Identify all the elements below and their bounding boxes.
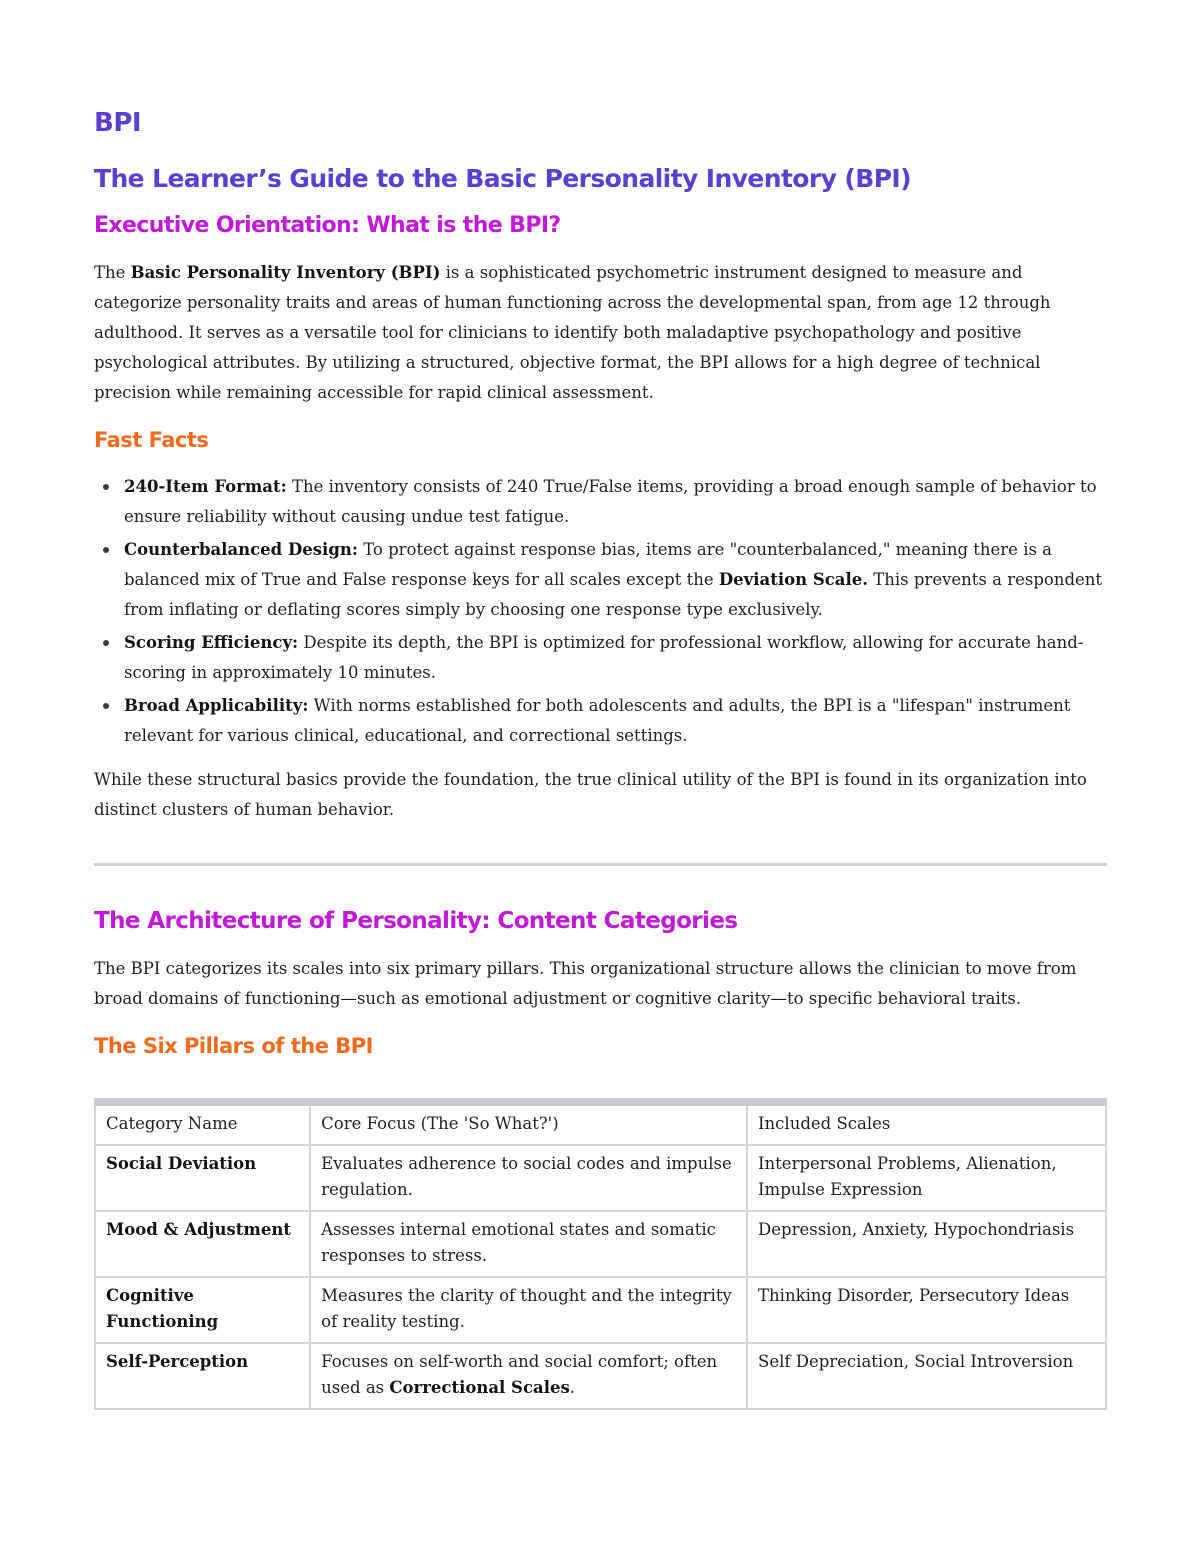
category-cell: Self-Perception — [95, 1343, 310, 1409]
fact-text: To protect against response bias, items are "counterbalanced," meaning there is a balanced mix of True and False response keys for all scales except the — [124, 540, 1053, 589]
list-item — [94, 535, 1107, 625]
table-row — [95, 1343, 1106, 1409]
fact-label: Scoring Efficiency: — [124, 633, 299, 652]
bullet-icon — [103, 640, 109, 646]
doc-label: BPI — [94, 108, 142, 138]
scales-cell: Thinking Disorder, Persecutory Ideas — [747, 1277, 1106, 1343]
orientation-text: The — [94, 263, 131, 282]
table-header-row — [95, 1102, 1106, 1145]
table-row — [95, 1211, 1106, 1277]
pillars-table — [94, 1098, 1107, 1410]
orientation-bold-term: Basic Personality Inventory (BPI) — [130, 263, 441, 282]
scales-cell: Self Depreciation, Social Introversion — [747, 1343, 1106, 1409]
doc-title: The Learner’s Guide to the Basic Personality Inventory (BPI) — [94, 164, 911, 193]
category-cell: Mood & Adjustment — [95, 1211, 310, 1277]
fact-text: The inventory consists of 240 True/False items, providing a broad enough sample of behavior to ensure reliability without causing undue test fatigue. — [124, 477, 1097, 526]
table-row — [95, 1277, 1106, 1343]
column-header: Core Focus (The 'So What?') — [310, 1102, 747, 1145]
table-row — [95, 1145, 1106, 1211]
bullet-icon — [103, 484, 109, 490]
focus-text: Focuses on self-worth and social comfort; often used as — [321, 1352, 718, 1397]
fast-facts-list — [94, 472, 1107, 751]
fact-text: With norms established for both adolescents and adults, the BPI is a "lifespan" instrument relevant for various clinical, educational, and correctional settings. — [124, 696, 1071, 745]
focus-cell: Evaluates adherence to social codes and impulse regulation. — [310, 1145, 747, 1211]
focus-text: . — [569, 1378, 575, 1397]
orientation-paragraph — [94, 258, 1107, 408]
category-cell: Cognitive Functioning — [95, 1277, 310, 1343]
column-header: Category Name — [95, 1102, 310, 1145]
pillars-heading: The Six Pillars of the BPI — [94, 1034, 373, 1058]
fact-text: Despite its depth, the BPI is optimized for professional workflow, allowing for accurate hand-scoring in approximately 10 minutes. — [124, 633, 1084, 682]
fact-text: This prevents a respondent from inflating or deflating scores simply by choosing one response type exclusively. — [124, 570, 1103, 619]
focus-cell — [310, 1343, 747, 1409]
architecture-paragraph: The BPI categorizes its scales into six primary pillars. This organizational structure allows the clinician to move from broad domains of functioning—such as emotional adjustment or cognitive clarity—to specific behavioral traits. — [94, 959, 1077, 1008]
list-item — [94, 628, 1107, 688]
focus-cell: Measures the clarity of thought and the integrity of reality testing. — [310, 1277, 747, 1343]
column-header: Included Scales — [747, 1102, 1106, 1145]
list-item — [94, 691, 1107, 751]
bullet-icon — [103, 703, 109, 709]
fact-bold-term: Deviation Scale. — [718, 570, 868, 589]
document-page — [94, 108, 1107, 1410]
orientation-heading: Executive Orientation: What is the BPI? — [94, 213, 561, 238]
scales-cell: Interpersonal Problems, Alienation, Impulse Expression — [747, 1145, 1106, 1211]
fact-label: Counterbalanced Design: — [124, 540, 358, 559]
category-cell: Social Deviation — [95, 1145, 310, 1211]
closing-paragraph: While these structural basics provide the foundation, the true clinical utility of the BPI is found in its organization into distinct clusters of human behavior. — [94, 770, 1087, 819]
orientation-text: is a sophisticated psychometric instrument designed to measure and categorize personality traits and areas of human functioning across the developmental span, from age 12 through adulthood. It serves as a versatile tool for clinicians to identify both maladaptive psychopathology and positive psychological attributes. By utilizing a structured, objective format, the BPI allows for a high degree of technical precision while remaining accessible for rapid clinical assessment. — [94, 263, 1051, 402]
fact-label: 240-Item Format: — [124, 477, 287, 496]
focus-cell: Assesses internal emotional states and somatic responses to stress. — [310, 1211, 747, 1277]
section-divider — [94, 863, 1107, 866]
focus-bold-term: Correctional Scales — [389, 1378, 570, 1397]
architecture-heading: The Architecture of Personality: Content Categories — [94, 908, 738, 934]
fast-facts-heading: Fast Facts — [94, 428, 209, 452]
fact-label: Broad Applicability: — [124, 696, 309, 715]
bullet-icon — [103, 547, 109, 553]
scales-cell: Depression, Anxiety, Hypochondriasis — [747, 1211, 1106, 1277]
list-item — [94, 472, 1107, 532]
